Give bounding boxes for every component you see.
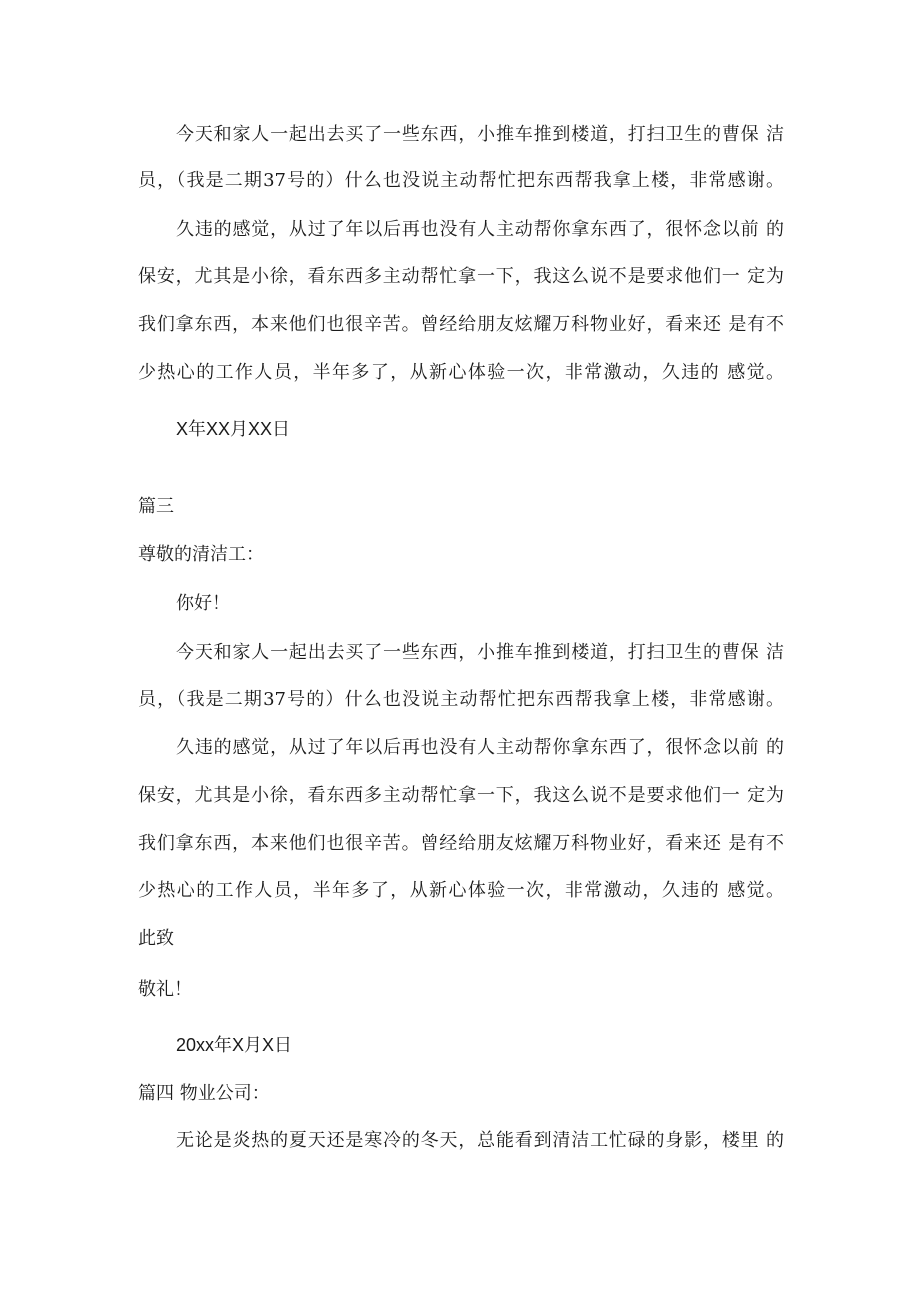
paragraph-line: 今天和家人一起出去买了一些东西，小推车推到楼道，打扫卫生的曹保 洁 [176,124,784,145]
paragraph-line: 久违的感觉，从过了年以后再也没有人主动帮你拿东西了，很怀念以前 的 [176,737,784,758]
date-line: X年XX月XX日 [176,419,291,439]
paragraph-line: 少热心的工作人员，半年多了，从新心体验一次，非常激动，久违的 感觉。 [138,362,784,383]
paragraph-line: 保安，尤其是小徐，看东西多主动帮忙拿一下，我这么说不是要求他们一 定为 [138,785,784,806]
section-heading: 篇三 [138,496,174,517]
paragraph-line: 保安，尤其是小徐，看东西多主动帮忙拿一下，我这么说不是要求他们一 定为 [138,266,784,287]
section-heading: 篇四 物业公司： [138,1083,270,1104]
paragraph-line: 员，（我是二期37号的）什么也没说主动帮忙把东西帮我拿上楼，非常感谢。 [138,170,784,191]
paragraph-line: 少热心的工作人员，半年多了，从新心体验一次，非常激动，久违的 感觉。 [138,880,784,901]
paragraph-line: 员，（我是二期37号的）什么也没说主动帮忙把东西帮我拿上楼，非常感谢。 [138,689,784,710]
paragraph-line: 今天和家人一起出去买了一些东西，小推车推到楼道，打扫卫生的曹保 洁 [176,642,784,663]
closing-line: 此致 [138,928,174,949]
closing-line: 敬礼！ [138,979,192,1000]
paragraph-line: 久违的感觉，从过了年以后再也没有人主动帮你拿东西了，很怀念以前 的 [176,219,784,240]
salutation: 尊敬的清洁工： [138,544,264,565]
paragraph-line: 我们拿东西，本来他们也很辛苦。曾经给朋友炫耀万科物业好，看来还 是有不 [138,314,784,335]
greeting: 你好！ [176,593,230,614]
paragraph-line: 我们拿东西，本来他们也很辛苦。曾经给朋友炫耀万科物业好，看来还 是有不 [138,833,784,854]
date-line: 20xx年X月X日 [176,1035,293,1055]
paragraph-line: 无论是炎热的夏天还是寒冷的冬天，总能看到清洁工忙碌的身影，楼里 的 [176,1130,784,1151]
